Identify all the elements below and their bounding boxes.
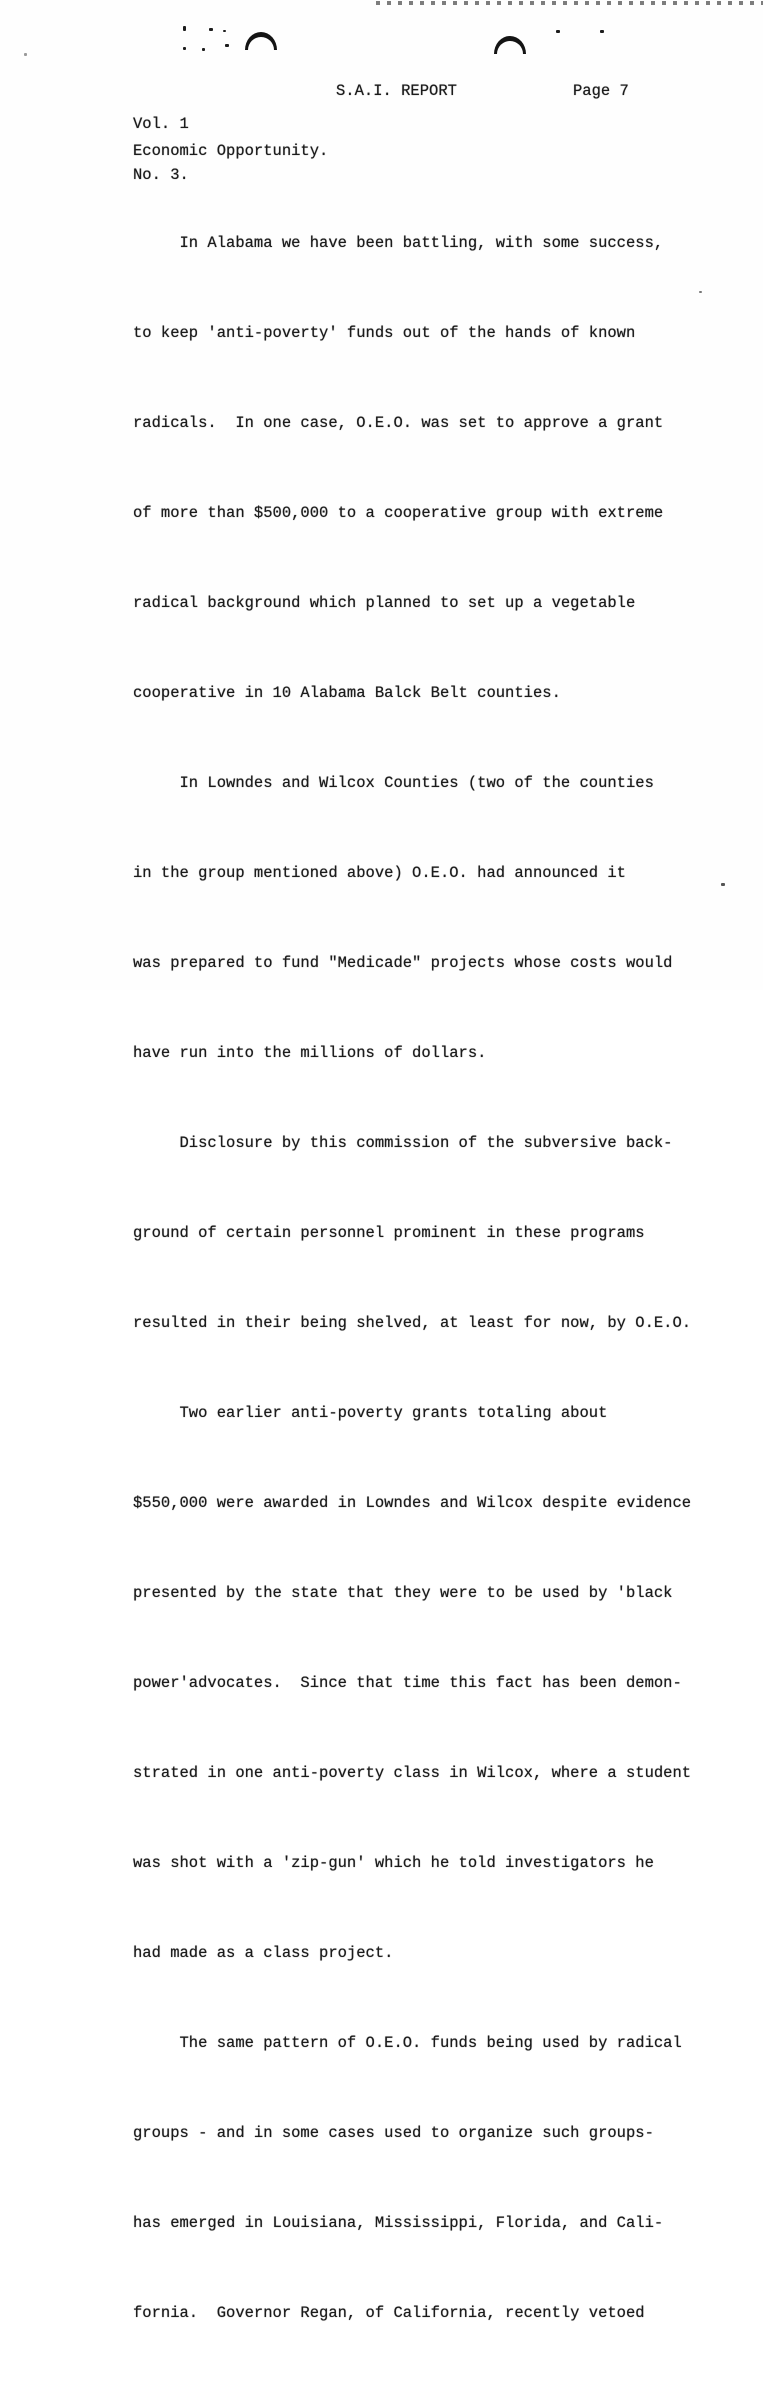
text-line: Disclosure by this commission of the subversive back- <box>133 1134 673 1152</box>
body-text <box>133 168 691 2388</box>
ink-speck <box>600 30 604 33</box>
text-line: to keep 'anti-poverty' funds out of the hands of known <box>133 324 636 342</box>
text-line: In Lowndes and Wilcox Counties (two of the counties <box>133 774 654 792</box>
text-line: has emerged in Louisiana, Mississippi, Florida, and Cali- <box>133 2214 664 2232</box>
text-line: had made as a class project. <box>133 1944 394 1962</box>
ink-speck <box>183 47 186 50</box>
text-line: radical background which planned to set up a vegetable <box>133 594 636 612</box>
text-line: $550,000 were awarded in Lowndes and Wilcox despite evidence <box>133 1494 692 1512</box>
text-line: strated in one anti-poverty class in Wilcox, where a student <box>133 1764 692 1782</box>
text-line: was prepared to fund "Medicade" projects whose costs would <box>133 954 673 972</box>
text-line: power'advocates. Since that time this fact has been demon- <box>133 1674 682 1692</box>
text-line: in the group mentioned above) O.E.O. had announced it <box>133 864 626 882</box>
issue-number: No. 3. <box>133 166 189 184</box>
section-heading: Economic Opportunity. <box>133 142 329 160</box>
text-line: have run into the millions of dollars. <box>133 1044 487 1062</box>
ink-speck <box>223 30 226 32</box>
ink-speck <box>209 28 213 31</box>
text-line: groups - and in some cases used to organize such groups- <box>133 2124 654 2142</box>
ink-smudge-arc <box>494 36 526 54</box>
text-line: of more than $500,000 to a cooperative group with extreme <box>133 504 664 522</box>
ink-speck <box>183 26 186 31</box>
volume-number: Vol. 1 <box>133 115 189 133</box>
text-line: fornia. Governor Regan, of California, recently vetoed <box>133 2304 645 2322</box>
ink-speck <box>225 44 229 47</box>
text-line: resulted in their being shelved, at least for now, by O.E.O. <box>133 1314 692 1332</box>
page-number: Page 7 <box>573 82 629 100</box>
text-line: presented by the state that they were to be used by 'black <box>133 1584 673 1602</box>
text-line: was shot with a 'zip-gun' which he told investigators he <box>133 1854 654 1872</box>
text-line: In Alabama we have been battling, with some success, <box>133 234 664 252</box>
text-line: Two earlier anti-poverty grants totaling about <box>133 1404 608 1422</box>
ink-speck <box>721 883 725 886</box>
text-line: ground of certain personnel prominent in these programs <box>133 1224 645 1242</box>
ink-speck <box>556 30 560 33</box>
ink-speck <box>202 48 205 51</box>
text-line: The same pattern of O.E.O. funds being used by radical <box>133 2034 682 2052</box>
text-line: cooperative in 10 Alabama Balck Belt counties. <box>133 684 561 702</box>
ink-speck <box>699 291 702 293</box>
perforation-dashes <box>376 1 763 5</box>
report-title: S.A.I. REPORT <box>336 82 457 100</box>
text-line: radicals. In one case, O.E.O. was set to approve a grant <box>133 414 664 432</box>
ink-speck <box>24 53 27 56</box>
ink-smudge-arc <box>245 32 277 50</box>
